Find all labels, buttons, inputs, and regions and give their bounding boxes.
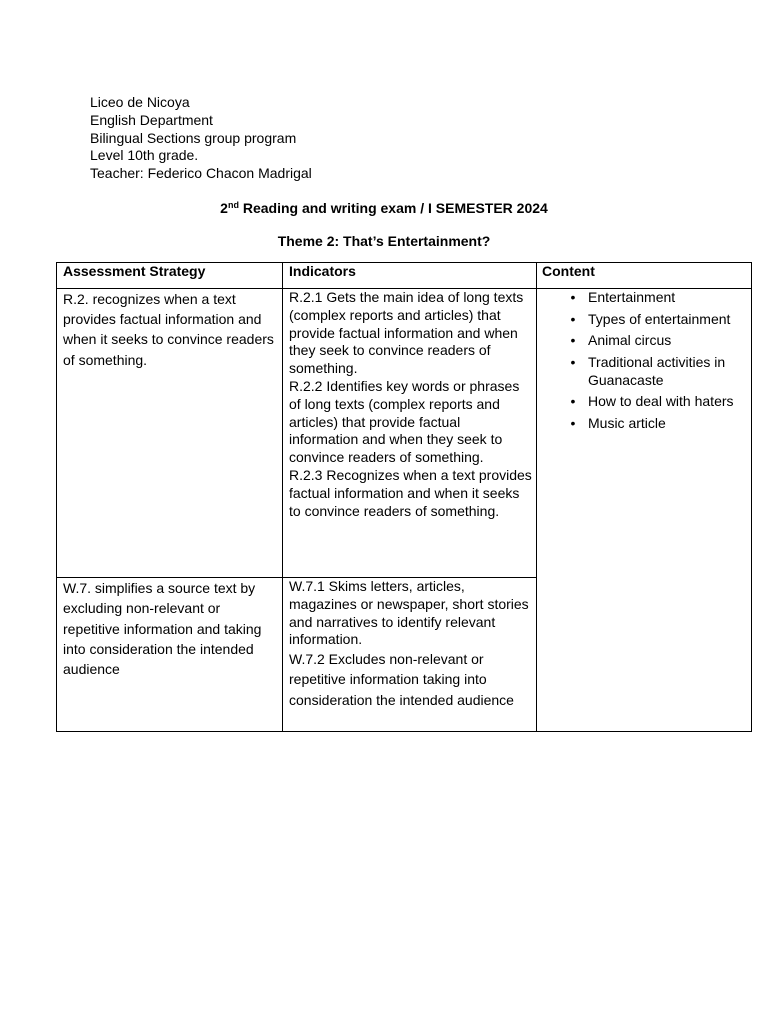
grade-level: Level 10th grade. [90,147,199,164]
list-item [566,393,751,411]
program: Bilingual Sections group program [90,129,297,146]
list-item [566,415,751,433]
indicator-r2-2: R.2.2 Identifies key words or phrases of long texts (complex reports and articles) that provide factual information and when they seek to convince readers of something. [289,377,520,466]
bullet-icon: • [570,393,576,410]
column-divider [282,263,283,731]
strategy-text: R.2. recognizes when a text provides factual information and when it seeks to convince readers of something. [63,291,274,368]
exam-title [0,199,768,217]
indicator-w7-2: W.7.2 Excludes non-relevant or repetitive information taking into consideration the intended audience [289,651,514,708]
list-item [566,354,751,390]
strategy-text: W.7. simplifies a source text by excluding non-relevant or repetitive information and taking into consideration the intended audience [63,580,262,678]
bullet-icon: • [570,310,576,327]
indicators-cell-r2 [289,289,533,520]
bullet-icon: • [570,414,576,431]
exam-number: 2 [220,200,228,216]
teacher: Teacher: Federico Chacon Madrigal [90,165,312,182]
header-indicators: Indicators [289,263,356,279]
list-item [566,289,751,307]
school-name: Liceo de Nicoya [90,94,190,110]
content-item-label: How to deal with haters [588,393,734,410]
indicator-r2-3: R.2.3 Recognizes when a text provides factual information and when it seeks to convince readers of something. [289,466,532,519]
school-header [90,94,312,183]
list-item [566,311,751,329]
column-divider [536,263,537,731]
list-item [566,332,751,350]
header-content: Content [542,263,595,279]
strategy-cell-w7 [63,578,277,679]
bullet-icon: • [570,289,576,305]
content-list [566,289,751,436]
assessment-table [56,262,752,732]
content-item-label: Animal circus [588,332,672,349]
bullet-icon: • [570,332,576,349]
indicator-r2-1: R.2.1 Gets the main idea of long texts (complex reports and articles) that provide factual information and when they seek to convince readers of something. [289,289,524,377]
department: English Department [90,111,213,128]
bullet-icon: • [570,353,576,370]
content-item-label: Traditional activities in Guanacaste [588,353,726,388]
exam-title-text: Reading and writing exam / I SEMESTER 2024 [238,200,548,216]
exam-number-suffix: nd [227,200,239,210]
content-item-label: Types of entertainment [588,310,731,327]
content-item-label: Music article [588,414,666,431]
strategy-cell-r2 [63,289,275,370]
header-assessment-strategy: Assessment Strategy [63,263,206,279]
content-item-label: Entertainment [588,289,676,305]
indicators-cell-w7 [289,578,533,710]
theme-title: Theme 2: That’s Entertainment? [277,233,491,249]
indicator-w7-1: W.7.1 Skims letters, articles, magazines or newspaper, short stories and narratives to identify relevant information. [289,578,529,648]
